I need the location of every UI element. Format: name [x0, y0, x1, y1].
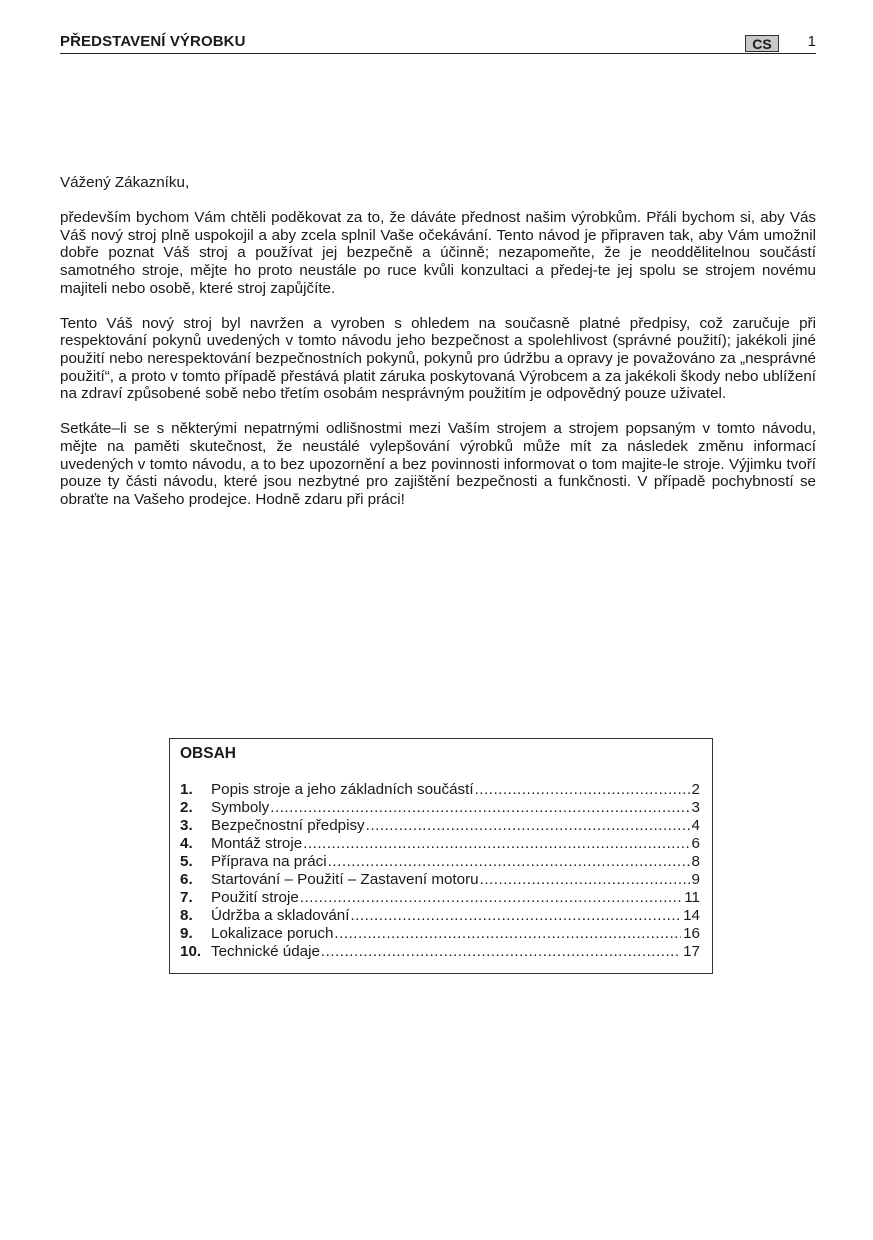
toc-item-page: 6 — [691, 835, 700, 852]
toc-item-label: Montáž stroje — [211, 835, 303, 852]
toc-item-number: 4. — [180, 835, 193, 852]
toc-item-page: 11 — [684, 889, 700, 906]
toc-item-label: Symboly — [211, 799, 270, 816]
intro-paragraph-safety: Tento Váš nový stroj byl navržen a vyroben s ohledem na současně platné předpisy, což zaručuje při respektování pokynů uvedených v tomto návodu jeho bezpečnost a spolehlivost (správné použití); jakékoli jiné použití nebo nerespektování bezpečnostních pokynů, pokynů pro údržbu a opravy je považováno za „nesprávné použití“, a proto v tomto případě přestává platit záruka poskytovaná Výrobcem a za jakékoli škody nebo ublížení na zdraví způsobené sobě nebo třetím osobám nesprávným použitím je odpovědný pouze uživatel. — [60, 314, 816, 403]
section-title: PŘEDSTAVENÍ VÝROBKU — [60, 33, 246, 50]
toc-item-page: 4 — [691, 817, 700, 834]
toc-item-page: 2 — [691, 781, 700, 798]
toc-item[interactable] — [180, 889, 700, 907]
toc-title: OBSAH — [180, 745, 236, 762]
toc-item-number: 10. — [180, 943, 202, 960]
toc-item[interactable] — [180, 907, 700, 925]
toc-item-label: Údržba a skladování — [211, 907, 350, 924]
toc-item-number: 1. — [180, 781, 193, 798]
toc-leader-dots — [475, 781, 690, 799]
toc-item-page: 3 — [691, 799, 700, 816]
page-number: 1 — [807, 33, 816, 50]
toc-item[interactable] — [180, 835, 700, 853]
toc-leader-dots — [350, 907, 681, 925]
toc-item-number: 6. — [180, 871, 193, 888]
toc-item[interactable] — [180, 781, 700, 799]
toc-item[interactable] — [180, 817, 700, 835]
toc-item-label: Technické údaje — [211, 943, 320, 960]
toc-item-page: 9 — [691, 871, 700, 888]
greeting: Vážený Zákazníku, — [60, 174, 190, 191]
toc-leader-dots — [366, 817, 690, 835]
toc-item-label: Použití stroje — [211, 889, 299, 906]
toc-item-page: 16 — [683, 925, 700, 942]
toc-item-label: Startování – Použití – Zastavení motoru — [211, 871, 479, 888]
language-badge: CS — [745, 35, 779, 52]
toc-item-label: Lokalizace poruch — [211, 925, 334, 942]
toc-item-number: 9. — [180, 925, 193, 942]
intro-paragraph-thanks: především bychom Vám chtěli poděkovat za to, že dáváte přednost našim výrobkům. Přáli bychom si, aby Vás Váš nový stroj plně uspokojil a aby zcela splnil Vaše očekávání. Tento návod je připraven tak, aby Vám umožnil dobře poznat Váš stroj a používat jej bezpečně a účinně; nezapomeňte, že je neoddělitelnou součástí samotného stroje, mějte ho proto neustále po ruce kvůli konzultaci a předej-te jej spolu se strojem novému majiteli nebo osobě, které stroj zapůjčíte. — [60, 209, 816, 297]
toc-item[interactable] — [180, 871, 700, 889]
toc-item-page: 17 — [683, 943, 700, 960]
toc-item[interactable] — [180, 799, 700, 817]
table-of-contents — [169, 738, 713, 974]
toc-leader-dots — [270, 799, 689, 817]
toc-leader-dots — [334, 925, 681, 943]
intro-letter — [60, 174, 816, 526]
toc-item[interactable] — [180, 943, 700, 961]
toc-item-label: Bezpečnostní předpisy — [211, 817, 365, 834]
toc-item-page: 14 — [683, 907, 700, 924]
toc-item-number: 8. — [180, 907, 193, 924]
toc-item[interactable] — [180, 925, 700, 943]
toc-leader-dots — [328, 853, 690, 871]
toc-leader-dots — [480, 871, 690, 889]
toc-item-number: 5. — [180, 853, 193, 870]
toc-leader-dots — [300, 889, 682, 907]
toc-item[interactable] — [180, 853, 700, 871]
toc-item-number: 3. — [180, 817, 193, 834]
toc-leader-dots — [303, 835, 689, 853]
page-header — [60, 30, 816, 54]
toc-item-label: Příprava na práci — [211, 853, 327, 870]
toc-item-number: 2. — [180, 799, 193, 816]
toc-item-page: 8 — [691, 853, 700, 870]
toc-item-label: Popis stroje a jeho základních součástí — [211, 781, 474, 798]
toc-leader-dots — [321, 943, 681, 961]
intro-paragraph-differences: Setkáte–li se s některými nepatrnými odlišnostmi mezi Vaším strojem a strojem popsaným v tomto návodu, mějte na paměti skutečnost, že neustálé vylepšování výrobků může mít za následek změnu informací uvedených v tomto návodu, a to bez upozornění a bez povinnosti informovat o tom majite-le stroje. Výjimku tvoří pouze ty části návodu, které jsou nezbytné pro zajištění bezpečnosti a funkčnosti. V případě pochybností se obraťte na Vašeho prodejce. Hodně zdaru při práci! — [60, 420, 816, 508]
toc-item-number: 7. — [180, 889, 193, 906]
